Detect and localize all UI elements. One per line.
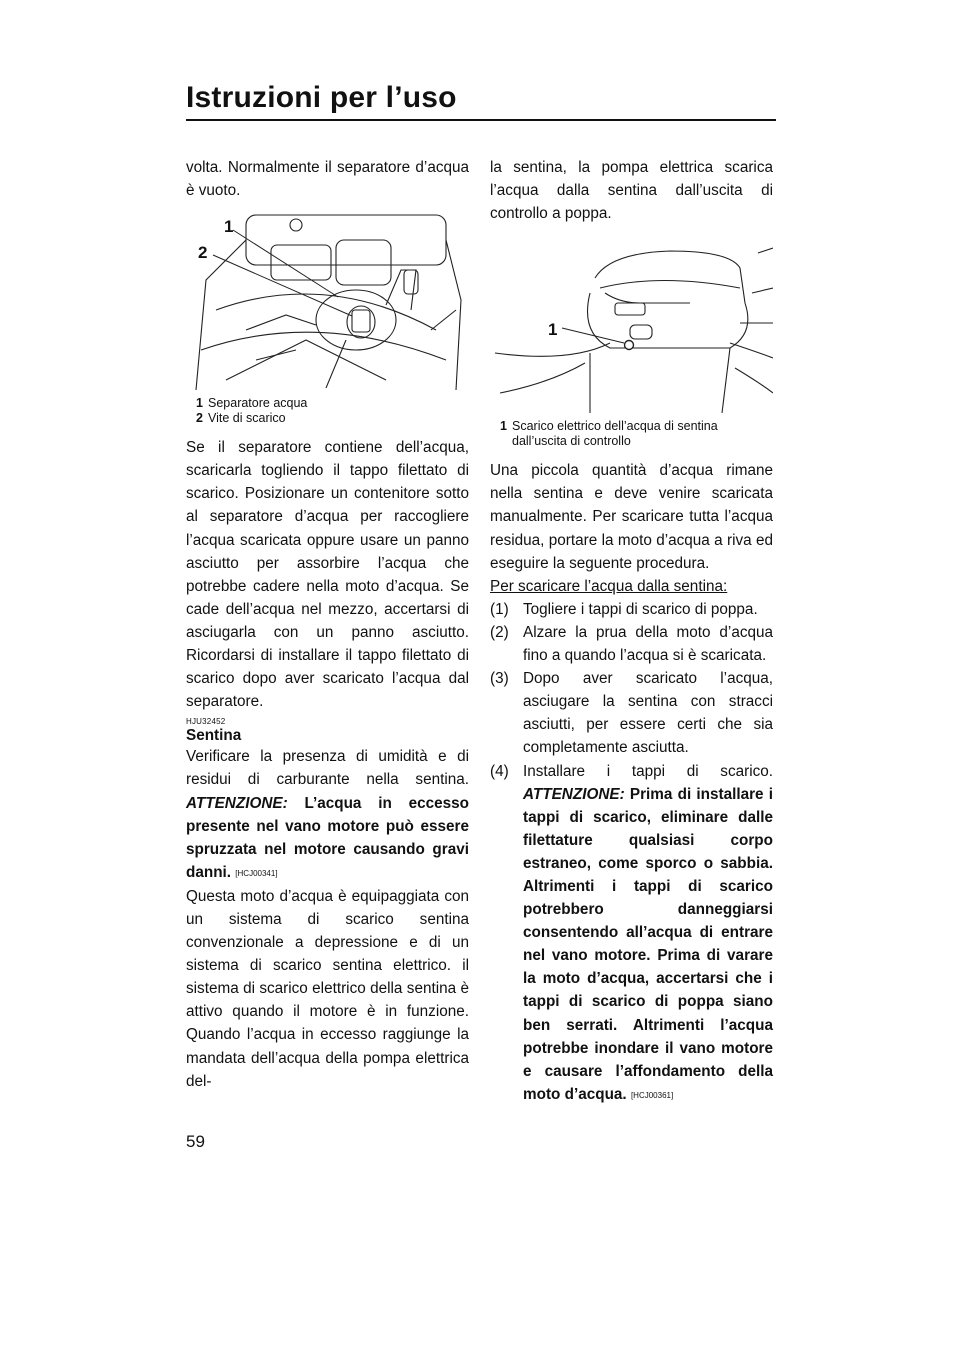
left-intro: volta. Normalmente il separatore d’acqua è vuoto. — [186, 159, 469, 200]
list-item — [490, 760, 773, 1107]
list-item — [490, 598, 773, 621]
step-text — [523, 760, 773, 1107]
page-number: 59 — [186, 1132, 205, 1151]
warning-label: ATTENZIONE: — [186, 794, 288, 812]
right-intro: la sentina, la pompa elettrica scarica l’acqua dalla sentina dall’uscita di controllo a poppa. — [490, 159, 773, 223]
section-heading: Sentina — [186, 727, 242, 745]
page-header — [186, 80, 776, 121]
caption-num: 1 — [500, 419, 507, 434]
step-number: (1) — [490, 600, 509, 618]
caption-row — [186, 396, 469, 411]
warning-code: [HCJ00361] — [630, 1090, 674, 1100]
warning-text: L’acqua in eccesso presente nel vano motore può essere spruzzata nel motore causando gravi danni. — [186, 794, 469, 881]
bilge-outlet-marker — [625, 341, 634, 350]
left-paragraph-3: Questa moto d’acqua è equipaggiata con un sistema di scarico sentina convenzionale a depressione e di un sistema di scarico sentina elettrico. il sistema di scarico elettrico della sentina è attivo quando il motore è in funzione. Quando l’acqua in eccesso raggiunge la mandata dell’acqua della pompa elettrica del- — [186, 887, 469, 1090]
step-text: Dopo aver scaricato l’acqua, asciugare la sentina con stracci asciutti, per essere certi che sia completamente asciutta. — [523, 670, 773, 757]
right-paragraph-1: Una piccola quantità d’acqua rimane nella sentina e deve venire scaricata manualmente. Per scaricare tutta l’acqua residua, portare la moto d’acqua a riva ed eseguire la seguente procedura. — [490, 462, 773, 572]
step-number: (2) — [490, 623, 509, 641]
step-4-text: Installare i tappi di scarico. — [523, 762, 773, 780]
caption-text: Scarico elettrico dell’acqua di sentina dall’uscita di controllo — [512, 419, 718, 449]
bilge-outlet-illustration — [490, 233, 773, 413]
figure1-callout-1: 1 — [224, 217, 234, 237]
page-title: Istruzioni per l’uso — [186, 81, 457, 114]
caption-text: Vite di scarico — [208, 411, 286, 426]
paragraph2-text: Verificare la presenza di umidità e di residui di carburante nella sentina. — [186, 748, 469, 789]
procedure-title: Per scaricare l’acqua dalla sentina: — [490, 577, 728, 595]
procedure-steps — [490, 598, 773, 1107]
step-text: Alzare la prua della moto d’acqua fino a quando l’acqua si è scaricata. — [523, 623, 773, 665]
figure-bilge-outlet — [490, 233, 773, 449]
list-item — [490, 621, 773, 667]
figure2-callout-1: 1 — [548, 320, 558, 340]
left-paragraph-2 — [186, 745, 469, 885]
right-column — [490, 156, 773, 1107]
step-number: (4) — [490, 762, 509, 780]
figure1-callout-2: 2 — [198, 243, 208, 263]
step-number: (3) — [490, 670, 509, 688]
caption-text: Separatore acqua — [208, 396, 308, 411]
figure1-caption — [186, 396, 469, 426]
caption-num: 2 — [196, 411, 203, 426]
section-code: HJU32452 — [186, 717, 226, 727]
warning-code: [HCJ00341] — [235, 868, 278, 878]
left-column — [186, 156, 469, 1093]
figure2-caption — [490, 419, 773, 449]
list-item — [490, 667, 773, 759]
warning-label: ATTENZIONE: — [523, 785, 625, 803]
left-paragraph-1: Se il separatore contiene dell’acqua, scaricarla togliendo il tappo filettato di scarico. Posizionare un contenitore sotto al separatore d’acqua per raccogliere l’acqua scaricata oppure usare un panno asciutto per assorbire l’acqua che potrebbe cadere nella moto d’acqua. Se cade dell’acqua nel mezzo, accertarsi di asciugarla con un panno asciutto. Ricordarsi di installare il tappo filettato di scarico dopo aver scaricato l’acqua dal separatore. — [186, 439, 469, 711]
header-rule — [186, 119, 776, 121]
figure-water-separator — [186, 210, 469, 426]
warning-text: Prima di installare i tappi di scarico, eliminare dalle filettature qualsiasi corpo estraneo, come sporco o sabbia. Altrimenti i tappi di scarico potrebbero danneggiarsi consentendo all’acqua di entrare nel vano motore. Prima di varare la moto d’acqua, accertarsi che i tappi di scarico di poppa siano ben serrati. Altrimenti l’acqua potrebbe inondare il vano motore e causare l’affondamento della moto d’acqua. — [523, 785, 774, 1103]
caption-num: 1 — [196, 396, 203, 411]
water-separator-illustration — [186, 210, 469, 390]
caption-row — [490, 419, 773, 449]
caption-row — [186, 411, 469, 426]
step-text: Togliere i tappi di scarico di poppa. — [523, 600, 758, 618]
